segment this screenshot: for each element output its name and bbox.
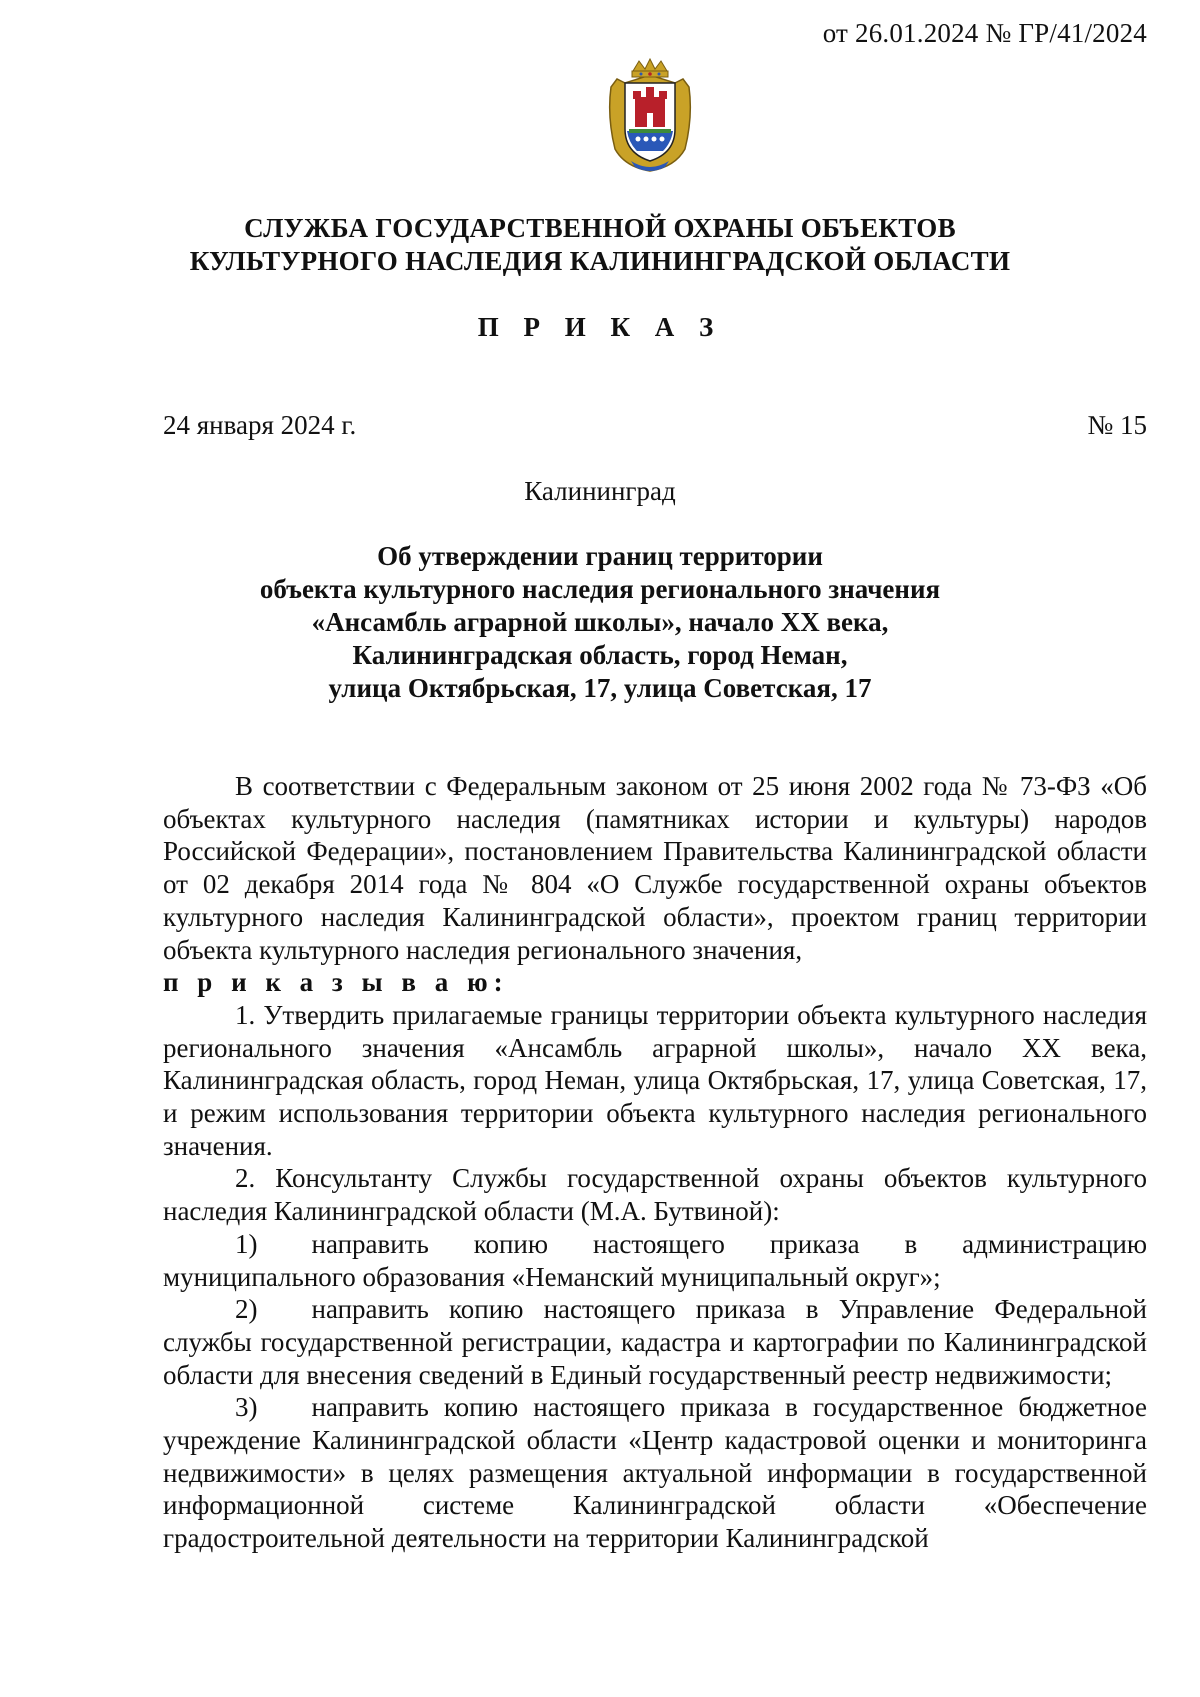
coat-of-arms-icon	[605, 57, 695, 175]
subitem-1-paragraph: 1) направить копию настоящего приказа в администрацию муниципального образования «Неманский муниципальный округ»;	[163, 1228, 1147, 1292]
organization-line-1: СЛУЖБА ГОСУДАРСТВЕННОЙ ОХРАНЫ ОБЪЕКТОВ	[244, 213, 956, 243]
subject-line-2: объекта культурного наследия регионального значения	[259, 574, 941, 604]
order-date: 24 января 2024 г.	[163, 410, 357, 440]
order-city: Калининград	[524, 476, 676, 506]
subitem-3-paragraph: 3) направить копию настоящего приказа в государственное бюджетное учреждение Калининградской области «Центр кадастровой оценки и мониторинга недвижимости» в целях размещения актуальной информации в государственной информационной системе Калининградской области «Обеспечение градостроительной деятельности на территории Калининградской	[163, 1392, 1147, 1554]
subject-line-1: Об утверждении границ территории	[377, 541, 823, 571]
subject-line-4: Калининградская область, город Неман,	[352, 640, 848, 670]
preamble-paragraph: В соответствии с Федеральным законом от 25 июня 2002 года № 73-ФЗ «Об объектах культурного наследия (памятниках истории и культуры) народов Российской Федерации», постановлением Правительства Калининградской области от 02 декабря 2014 года № 804 «О Службе государственной охраны объектов культурного наследия Калининградской области», проектом границ территории объекта культурного наследия регионального значения,	[163, 771, 1147, 965]
order-subject	[0, 540, 1200, 705]
subitem-2-paragraph: 2) направить копию настоящего приказа в Управление Федеральной службы государственной регистрации, кадастра и картографии по Калининградской области для внесения сведений в Единый государственный реестр недвижимости;	[163, 1294, 1147, 1390]
item-1-paragraph: 1. Утвердить прилагаемые границы территории объекта культурного наследия регионального значения «Ансамбль аграрной школы», начало XX века, Калининградская область, город Неман, улица Октябрьская, 17, улица Советская, 17, и режим использования территории объекта культурного наследия регионального значения.	[163, 999, 1147, 1161]
order-body	[163, 770, 1147, 1555]
subject-line-3: «Ансамбль аграрной школы», начало XX века,	[311, 607, 889, 637]
registration-number: от 26.01.2024 № ГР/41/2024	[822, 18, 1147, 48]
order-number: № 15	[1087, 410, 1147, 440]
decree-word: п р и к а з ы в а ю:	[163, 967, 509, 998]
organization-line-2: КУЛЬТУРНОГО НАСЛЕДИЯ КАЛИНИНГРАДСКОЙ ОБЛАСТИ	[189, 246, 1011, 276]
item-2-paragraph: 2. Консультанту Службы государственной охраны объектов культурного наследия Калининградской области (М.А. Бутвиной):	[163, 1163, 1147, 1227]
subject-line-5: улица Октябрьская, 17, улица Советская, 17	[328, 673, 872, 703]
order-title: П Р И К А З	[477, 312, 723, 342]
organization-name	[0, 212, 1200, 278]
